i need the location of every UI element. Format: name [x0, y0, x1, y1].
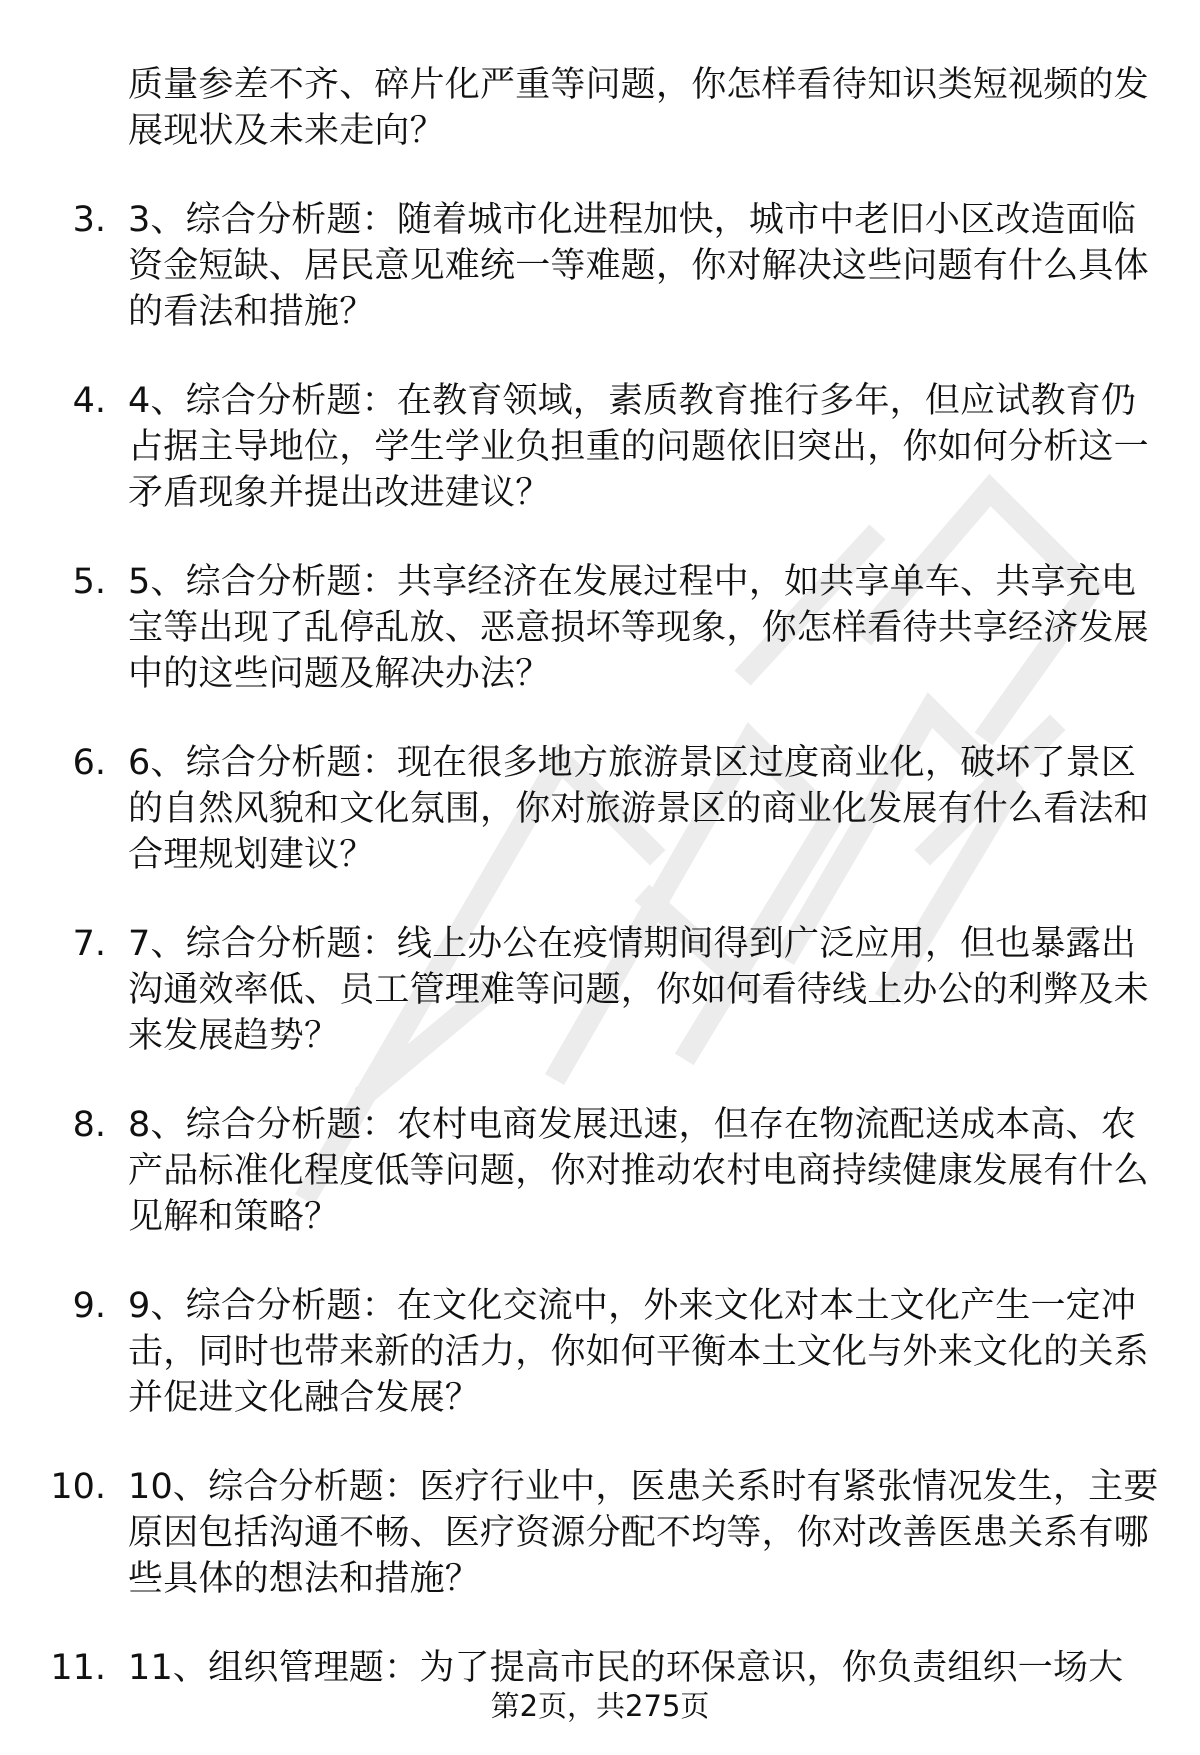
- question-text: 6、综合分析题：现在很多地方旅游景区过度商业化，破坏了景区的自然风貌和文化氛围，你对旅游景区的商业化发展有什么看法和合理规划建议？: [128, 743, 1149, 875]
- question-text: 9、综合分析题：在文化交流中，外来文化对本土文化产生一定冲击，同时也带来新的活力，你如何平衡本土文化与外来文化的关系并促进文化融合发展？: [128, 1286, 1149, 1418]
- question-number: 9.: [72, 1286, 106, 1326]
- question-item-7: [0, 921, 1200, 1059]
- question-number: 7.: [72, 924, 106, 964]
- question-number: 11.: [50, 1648, 106, 1688]
- question-item-9: [0, 1283, 1200, 1421]
- question-text: 3、综合分析题：随着城市化进程加快，城市中老旧小区改造面临资金短缺、居民意见难统一等难题，你对解决这些问题有什么具体的看法和措施？: [128, 200, 1149, 332]
- question-text: 7、综合分析题：线上办公在疫情期间得到广泛应用，但也暴露出沟通效率低、员工管理难等问题，你如何看待线上办公的利弊及未来发展趋势？: [128, 924, 1149, 1056]
- question-item-5: [0, 559, 1200, 697]
- continued-question-text: 质量参差不齐、碎片化严重等问题，你怎样看待知识类短视频的发展现状及未来走向？: [128, 65, 1149, 151]
- question-item-11: [0, 1645, 1200, 1691]
- question-text: 8、综合分析题：农村电商发展迅速，但存在物流配送成本高、农产品标准化程度低等问题，你对推动农村电商持续健康发展有什么见解和策略？: [128, 1105, 1149, 1237]
- question-number: 10.: [50, 1467, 106, 1507]
- question-item-10: [0, 1464, 1200, 1602]
- question-number: 5.: [72, 562, 106, 602]
- question-list: [0, 197, 1200, 1691]
- question-number: 8.: [72, 1105, 106, 1145]
- question-text: 10、综合分析题：医疗行业中，医患关系时有紧张情况发生，主要原因包括沟通不畅、医疗资源分配不均等，你对改善医患关系有哪些具体的想法和措施？: [128, 1467, 1159, 1599]
- document-body: [0, 62, 1200, 1691]
- question-number: 3.: [72, 200, 106, 240]
- question-text: 4、综合分析题：在教育领域，素质教育推行多年，但应试教育仍占据主导地位，学生学业负担重的问题依旧突出，你如何分析这一矛盾现象并提出改进建议？: [128, 381, 1149, 513]
- question-number: 6.: [72, 743, 106, 783]
- question-item-4: [0, 378, 1200, 516]
- question-item-8: [0, 1102, 1200, 1240]
- page-indicator: 第2页，共275页: [490, 1689, 710, 1723]
- question-text: 5、综合分析题：共享经济在发展过程中，如共享单车、共享充电宝等出现了乱停乱放、恶意损坏等现象，你怎样看待共享经济发展中的这些问题及解决办法？: [128, 562, 1149, 694]
- question-number: 4.: [72, 381, 106, 421]
- question-text: 11、组织管理题：为了提高市民的环保意识，你负责组织一场大: [128, 1648, 1124, 1688]
- question-item-3: [0, 197, 1200, 335]
- question-item-6: [0, 740, 1200, 878]
